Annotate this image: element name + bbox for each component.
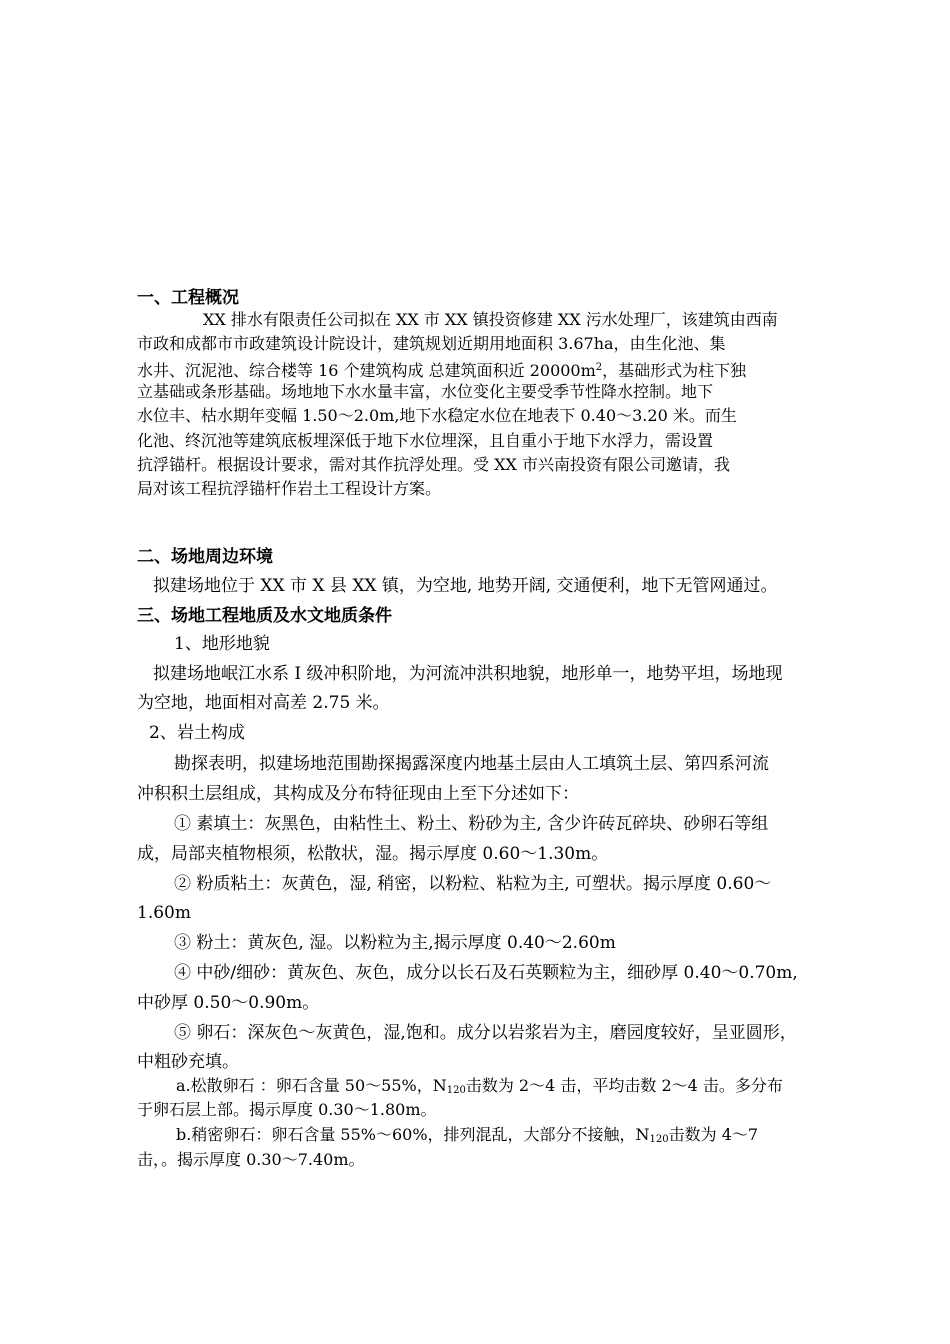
pebble-b-prefix: b.稍密卵石：卵石含量 55%～60%，排列混乱，大部分不接触，N [176,1125,650,1144]
layer-1-line-1: ① 素填土：灰黑色，由粘性土、粉土、粉砂为主, 含少许砖瓦碎块、砂卵石等组 [174,814,769,834]
overview-line-1: XX 排水有限责任公司拟在 XX 市 XX 镇投资修建 XX 污水处理厂，该建筑由西南 [203,310,778,329]
environment-line: 拟建场地位于 XX 市 X 县 XX 镇，为空地, 地势开阔, 交通便利，地下无管网通过。 [153,576,778,596]
overview-line-3-tail: ，基础形式为柱下独 [602,361,747,380]
section-heading-environment: 二、场地周边环境 [137,547,273,567]
superscript-2: 2 [595,362,603,373]
topography-line-1: 拟建场地岷江水系 I 级冲积阶地，为河流冲洪积地貌，地形单一，地势平坦，场地现 [153,664,783,684]
pebble-a-suffix: 击数为 2～4 击，平均击数 2～4 击。多分布 [465,1076,783,1095]
pebble-b-subscript: 120 [649,1134,669,1145]
layer-2-line-2: 1.60m [137,903,191,923]
soil-line-1: 勘探表明，拟建场地范围勘探揭露深度内地基土层由人工填筑土层、第四系河流 [174,754,769,774]
pebble-b-suffix: 击数为 4～7 [668,1125,759,1144]
pebble-b-line-1 [176,1124,758,1151]
pebble-b-line-2: 击，。揭示厚度 0.30～7.40m。 [137,1150,365,1169]
overview-line-3 [137,357,746,382]
subheading-topography: 1、地形地貌 [174,634,270,654]
layer-4-line-1: ④ 中砂/细砂：黄灰色、灰色，成分以长石及石英颗粒为主，细砂厚 0.40～0.70m, [174,963,798,983]
overview-line-8: 局对该工程抗浮锚杆作岩土工程设计方案。 [137,479,442,498]
layer-4-line-2: 中砂厚 0.50～0.90m。 [137,993,320,1013]
section-heading-geology: 三、场地工程地质及水文地质条件 [137,606,392,626]
overview-line-2: 市政和成都市市政建筑设计院设计，建筑规划近期用地面积 3.67ha，由生化池、集 [137,334,726,353]
layer-1-line-2: 成，局部夹植物根须，松散状，湿。揭示厚度 0.60～1.30m。 [137,844,609,864]
pebble-a-line-1 [176,1075,783,1102]
section-heading-overview: 一、工程概况 [137,288,239,308]
layer-2-line-1: ② 粉质粘土：灰黄色，湿, 稍密，以粉粒、粘粒为主, 可塑状。揭示厚度 0.60～ [174,874,772,894]
layer-5-line-2: 中粗砂充填。 [137,1052,239,1072]
pebble-a-line-2: 于卵石层上部。揭示厚度 0.30～1.80m。 [137,1100,437,1119]
pebble-a-prefix: a.松散卵石 ：卵石含量 50～55%，N [176,1076,447,1095]
overview-line-6: 化池、终沉池等建筑底板埋深低于地下水位埋深，且自重小于地下水浮力，需设置 [137,431,714,450]
soil-line-2: 冲积积土层组成，其构成及分布特征现由上至下分述如下： [137,784,579,804]
overview-line-3-text: 水井、沉泥池、综合楼等 16 个建筑构成 总建筑面积近 20000m [137,361,596,380]
subheading-soil: 2、岩土构成 [149,723,245,743]
layer-5-line-1: ⑤ 卵石：深灰色～灰黄色，湿,饱和。成分以岩浆岩为主，磨园度较好，呈亚圆形， [174,1023,797,1043]
layer-3-line: ③ 粉土：黄灰色, 湿。以粉粒为主,揭示厚度 0.40～2.60m [174,933,616,953]
overview-line-7: 抗浮锚杆。根据设计要求，需对其作抗浮处理。受 XX 市兴南投资有限公司邀请，我 [137,455,730,474]
overview-line-4: 立基础或条形基础。场地地下水水量丰富，水位变化主要受季节性降水控制。地下 [137,382,714,401]
overview-line-5: 水位丰、枯水期年变幅 1.50～2.0m,地下水稳定水位在地表下 0.40～3.20 米。而生 [137,406,737,425]
pebble-a-subscript: 120 [446,1085,466,1096]
topography-line-2: 为空地，地面相对高差 2.75 米。 [137,693,390,713]
